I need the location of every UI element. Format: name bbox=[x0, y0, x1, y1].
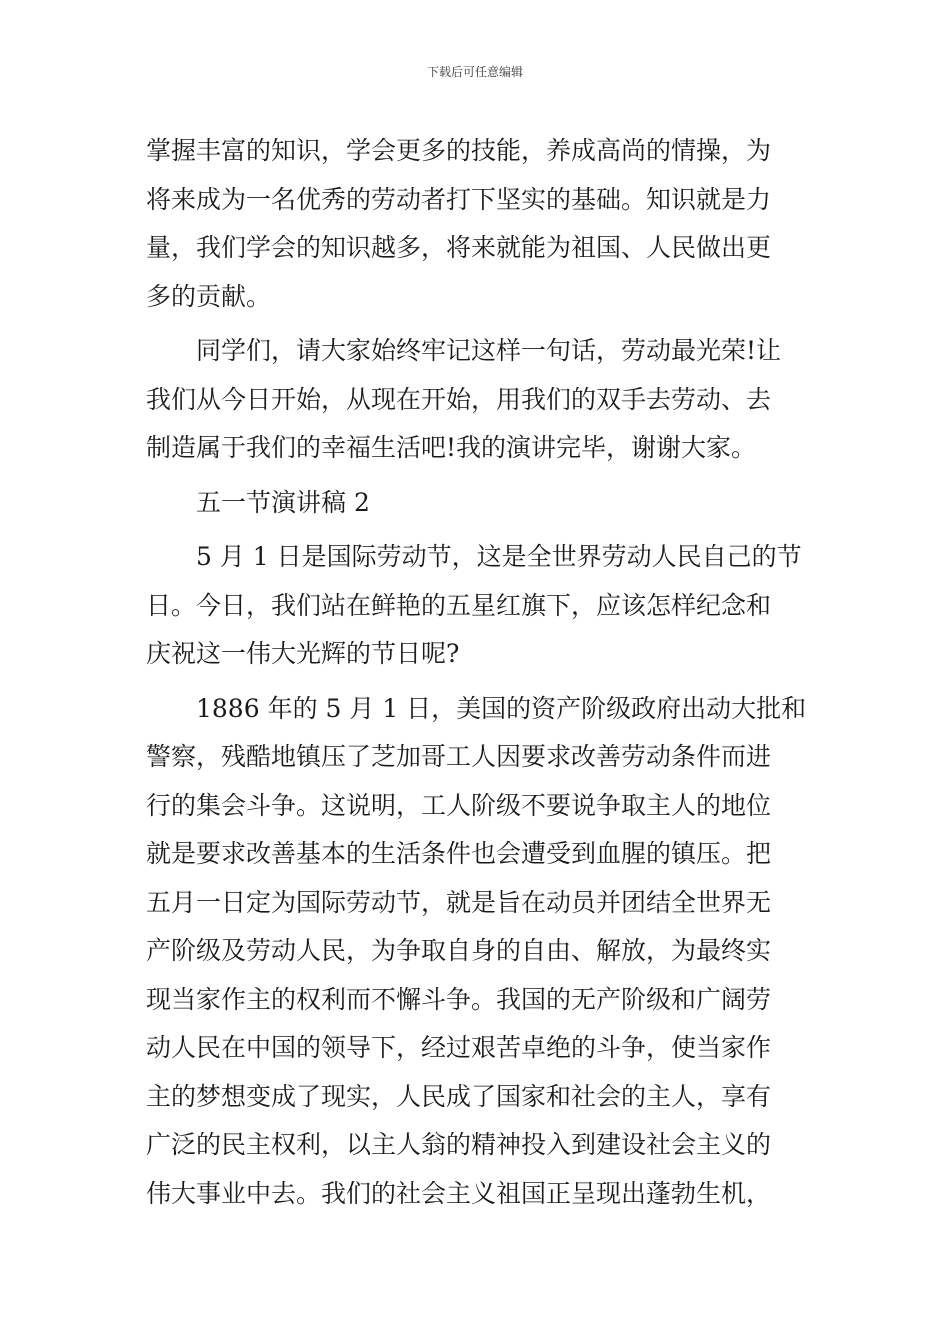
paragraph-1 bbox=[146, 127, 816, 321]
text-line: 将来成为一名优秀的劳动者打下坚实的基础。知识就是力 bbox=[146, 184, 772, 214]
text-line: 量，我们学会的知识越多，将来就能为祖国、人民做出更 bbox=[146, 233, 772, 262]
paragraph-4 bbox=[146, 685, 816, 1219]
text-line: 日。今日，我们站在鲜艳的五星红旗下，应该怎样纪念和 bbox=[146, 590, 772, 620]
text-line: 5 月 1 日是国际劳动节，这是全世界劳动人民自己的节 bbox=[196, 542, 802, 571]
text-line: 动人民在中国的领导下，经过艰苦卓绝的斗争，使当家作 bbox=[146, 1033, 772, 1062]
heading-text: 五一节演讲稿 2 bbox=[196, 487, 370, 517]
text-line: 警察，残酷地镇压了芝加哥工人因要求改善劳动条件而进 bbox=[146, 742, 772, 771]
text-line: 行的集会斗争。这说明，工人阶级不要说争取主人的地位 bbox=[146, 790, 772, 820]
text-line: 庆祝这一伟大光辉的节日呢? bbox=[146, 639, 460, 668]
section-heading bbox=[146, 479, 816, 528]
text-line: 1886 年的 5 月 1 日，美国的资产阶级政府出动大批和 bbox=[196, 693, 807, 723]
text-line: 制造属于我们的幸福生活吧!我的演讲完毕，谢谢大家。 bbox=[146, 433, 757, 462]
document-body bbox=[146, 127, 816, 1224]
text-line: 同学们，请大家始终牢记这样一句话，劳动最光荣!让 bbox=[196, 336, 782, 365]
text-line: 我们从今日开始，从现在开始，用我们的双手去劳动、去 bbox=[146, 384, 772, 414]
text-line: 产阶级及劳动人民，为争取自身的自由、解放，为最终实 bbox=[146, 936, 772, 965]
text-line: 就是要求改善基本的生活条件也会遭受到血腥的镇压。把 bbox=[146, 839, 772, 868]
text-line: 多的贡献。 bbox=[146, 281, 272, 311]
text-line: 主的梦想变成了现实，人民成了国家和社会的主人，享有 bbox=[146, 1081, 772, 1111]
text-line: 现当家作主的权利而不懈斗争。我国的无产阶级和广阔劳 bbox=[146, 984, 772, 1014]
paragraph-3 bbox=[146, 533, 816, 679]
page-header: 下载后可任意编辑 bbox=[426, 65, 523, 79]
paragraph-2 bbox=[146, 327, 816, 473]
text-line: 伟大事业中去。我们的社会主义祖国正呈现出蓬勃生机， bbox=[146, 1178, 772, 1208]
text-line: 掌握丰富的知识，学会更多的技能，养成高尚的情操，为 bbox=[146, 136, 772, 165]
text-line: 广泛的民主权利，以主人翁的精神投入到建设社会主义的 bbox=[146, 1130, 772, 1159]
text-line: 五月一日定为国际劳动节，就是旨在动员并团结全世界无 bbox=[146, 887, 772, 917]
